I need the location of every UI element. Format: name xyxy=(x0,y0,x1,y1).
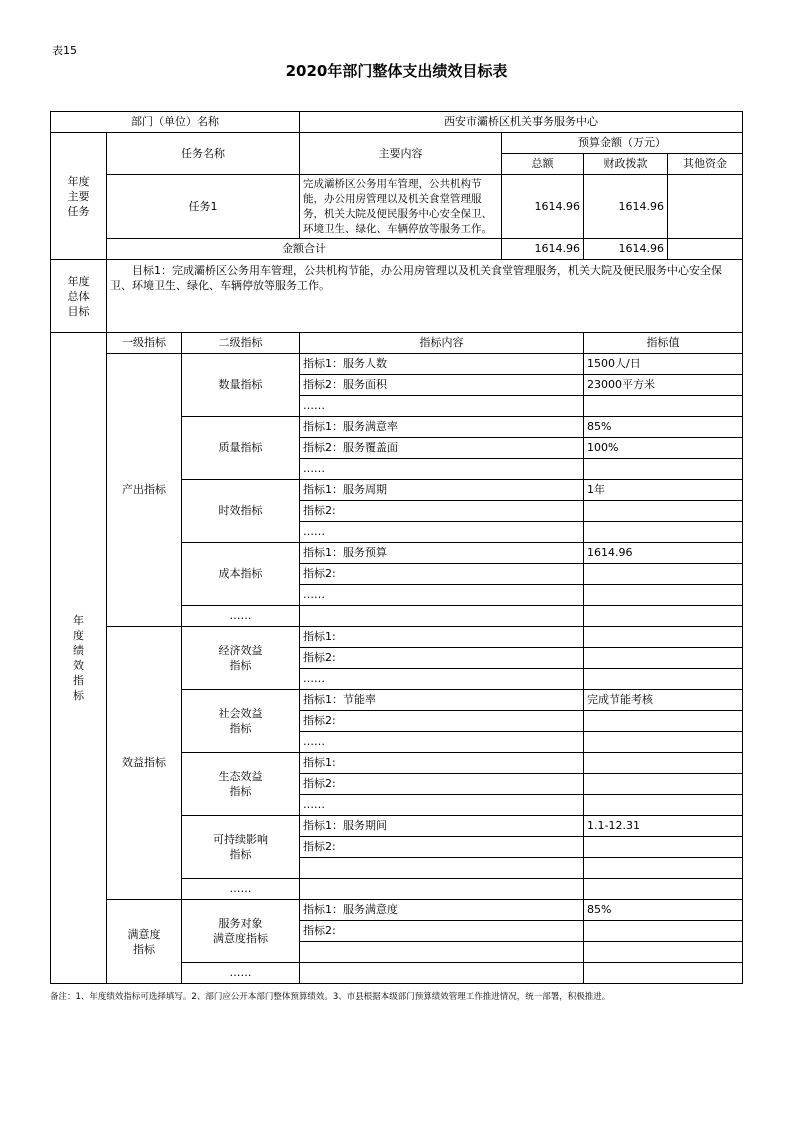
quality-v1: 85% xyxy=(584,417,743,438)
service-v1: 85% xyxy=(584,900,743,921)
time-r1: 指标1：服务周期 xyxy=(300,480,584,501)
dept-label: 部门（单位）名称 xyxy=(51,112,300,133)
cost-v1: 1614.96 xyxy=(584,543,743,564)
task-other xyxy=(668,175,743,239)
task-content: 完成灞桥区公务用车管理，公共机构节能，办公用房管理以及机关食堂管理服务，机关大院及便民服务中心安全保卫、环境卫生、绿化、车辆停放等服务工作。 xyxy=(300,175,502,239)
sum-fiscal: 1614.96 xyxy=(584,239,668,260)
h-level2: 二级指标 xyxy=(182,333,300,354)
economic-r2: 指标2: xyxy=(300,648,584,669)
tasks-section-label: 年度 主要 任务 xyxy=(51,133,107,260)
performance-target-table xyxy=(50,111,743,984)
quality-r3: …… xyxy=(300,459,584,480)
social-r2: 指标2: xyxy=(300,711,584,732)
ecology-r2: 指标2: xyxy=(300,774,584,795)
time-label: 时效指标 xyxy=(182,480,300,543)
sustainable-v1: 1.1-12.31 xyxy=(584,816,743,837)
quantity-r3: …… xyxy=(300,396,584,417)
cost-r1: 指标1：服务预算 xyxy=(300,543,584,564)
satisfaction-label: 满意度 指标 xyxy=(107,900,182,984)
economic-r1: 指标1: xyxy=(300,627,584,648)
sustainable-label: 可持续影响 指标 xyxy=(182,816,300,879)
col-task-name: 任务名称 xyxy=(107,133,300,175)
dept-value: 西安市灞桥区机关事务服务中心 xyxy=(300,112,743,133)
sum-total: 1614.96 xyxy=(502,239,584,260)
col-other: 其他资金 xyxy=(668,154,743,175)
cost-r3: …… xyxy=(300,585,584,606)
time-v2 xyxy=(584,501,743,522)
goal-text: 目标1：完成灞桥区公务用车管理，公共机构节能，办公用房管理以及机关食堂管理服务，机关大院及便民服务中心安全保卫、环境卫生、绿化、车辆停放等服务工作。 xyxy=(107,260,743,333)
time-r2: 指标2: xyxy=(300,501,584,522)
time-r3: …… xyxy=(300,522,584,543)
economic-r3: …… xyxy=(300,669,584,690)
quality-v2: 100% xyxy=(584,438,743,459)
quantity-v1: 1500人/日 xyxy=(584,354,743,375)
time-v1: 1年 xyxy=(584,480,743,501)
quality-r1: 指标1：服务满意率 xyxy=(300,417,584,438)
footnote: 备注：1、年度绩效指标可选择填写。2、部门应公开本部门整体预算绩效。3、市县根据本级部门预算绩效管理工作推进情况，统一部署，积极推进。 xyxy=(50,992,611,1002)
service-r2: 指标2: xyxy=(300,921,584,942)
benefit-more: …… xyxy=(182,879,300,900)
ecology-label: 生态效益 指标 xyxy=(182,753,300,816)
service-satisfaction-label: 服务对象 满意度指标 xyxy=(182,900,300,963)
task-fiscal: 1614.96 xyxy=(584,175,668,239)
h-value: 指标值 xyxy=(584,333,743,354)
cost-label: 成本指标 xyxy=(182,543,300,606)
cost-r2: 指标2: xyxy=(300,564,584,585)
social-label: 社会效益 指标 xyxy=(182,690,300,753)
sustainable-r3 xyxy=(300,858,584,879)
social-r3: …… xyxy=(300,732,584,753)
social-v1: 完成节能考核 xyxy=(584,690,743,711)
col-fiscal: 财政拨款 xyxy=(584,154,668,175)
satisfaction-more: …… xyxy=(182,963,300,984)
economic-label: 经济效益 指标 xyxy=(182,627,300,690)
quantity-v2: 23000平方米 xyxy=(584,375,743,396)
quantity-label: 数量指标 xyxy=(182,354,300,417)
quantity-r1: 指标1：服务人数 xyxy=(300,354,584,375)
sum-other xyxy=(668,239,743,260)
benefit-label: 效益指标 xyxy=(107,627,182,900)
social-r1: 指标1：节能率 xyxy=(300,690,584,711)
ecology-r3: …… xyxy=(300,795,584,816)
goal-section-label: 年度 总体 目标 xyxy=(51,260,107,333)
cost-v2 xyxy=(584,564,743,585)
output-more: …… xyxy=(182,606,300,627)
task-name: 任务1 xyxy=(107,175,300,239)
ecology-r1: 指标1: xyxy=(300,753,584,774)
quantity-r2: 指标2：服务面积 xyxy=(300,375,584,396)
sustainable-r1: 指标1：服务期间 xyxy=(300,816,584,837)
quality-r2: 指标2：服务覆盖面 xyxy=(300,438,584,459)
col-main-content: 主要内容 xyxy=(300,133,502,175)
page-title: 2020年部门整体支出绩效目标表 xyxy=(285,62,508,80)
perf-section-label: 年 度 绩 效 指 标 xyxy=(51,333,107,984)
task-total: 1614.96 xyxy=(502,175,584,239)
col-budget: 预算金额（万元） xyxy=(502,133,743,154)
table-number: 表15 xyxy=(52,44,77,57)
col-total: 总额 xyxy=(502,154,584,175)
service-r3 xyxy=(300,942,584,963)
sum-label: 金额合计 xyxy=(107,239,502,260)
quality-label: 质量指标 xyxy=(182,417,300,480)
service-r1: 指标1：服务满意度 xyxy=(300,900,584,921)
h-content: 指标内容 xyxy=(300,333,584,354)
h-level1: 一级指标 xyxy=(107,333,182,354)
output-label: 产出指标 xyxy=(107,354,182,627)
sustainable-r2: 指标2: xyxy=(300,837,584,858)
